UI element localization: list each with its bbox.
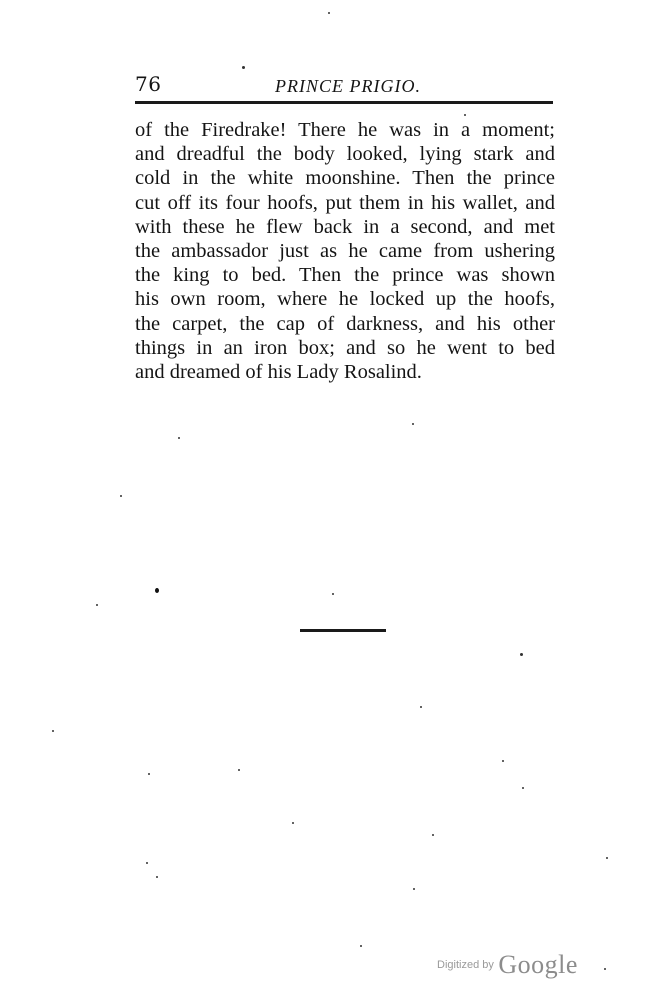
scan-speck <box>148 773 150 775</box>
scan-speck <box>464 114 466 116</box>
page-number: 76 <box>135 72 162 96</box>
scan-speck <box>328 12 330 14</box>
scan-speck <box>420 706 422 708</box>
scan-speck <box>604 968 606 970</box>
scan-speck <box>52 730 54 732</box>
text-line: his own room, where he locked up the hoofs, <box>135 288 555 311</box>
scan-speck <box>146 862 148 864</box>
scan-speck <box>238 769 240 771</box>
scan-speck <box>332 593 334 595</box>
watermark-prefix: Digitized by <box>437 959 494 971</box>
text-line: with these he flew back in a second, and met <box>135 215 555 238</box>
text-line: cold in the white moonshine. Then the prince <box>135 167 555 190</box>
scan-speck <box>120 495 122 497</box>
scan-speck <box>360 945 362 947</box>
scan-speck <box>413 888 415 890</box>
running-title: PRINCE PRIGIO. <box>275 76 421 96</box>
scan-speck <box>502 760 504 762</box>
scan-speck <box>292 822 294 824</box>
scan-speck <box>432 834 434 836</box>
scan-speck <box>520 653 523 656</box>
digitization-watermark <box>437 950 578 980</box>
scan-speck <box>155 588 159 593</box>
text-line: of the Firedrake! There he was in a moment; <box>135 119 555 141</box>
header-rule <box>135 101 553 104</box>
scan-speck <box>156 876 158 878</box>
google-logo: Google <box>498 950 578 979</box>
text-line: the ambassador just as he came from ushering <box>135 240 555 263</box>
scan-speck <box>242 66 245 69</box>
scan-speck <box>606 857 608 859</box>
text-line: and dreamed of his Lady Rosalind. <box>135 361 422 384</box>
text-line: things in an iron box; and so he went to bed <box>135 336 555 359</box>
text-line: the king to bed. Then the prince was shown <box>135 264 555 287</box>
text-line: and dreadful the body looked, lying stark and <box>135 143 555 166</box>
text-line: the carpet, the cap of darkness, and his other <box>135 312 555 335</box>
scan-speck <box>178 437 180 439</box>
scan-speck <box>522 787 524 789</box>
body-paragraph <box>135 118 555 384</box>
chapter-end-rule <box>300 629 386 632</box>
scan-speck <box>412 423 414 425</box>
text-line: cut off its four hoofs, put them in his wallet, and <box>135 191 555 214</box>
scan-speck <box>96 604 98 606</box>
page-header <box>135 72 553 102</box>
